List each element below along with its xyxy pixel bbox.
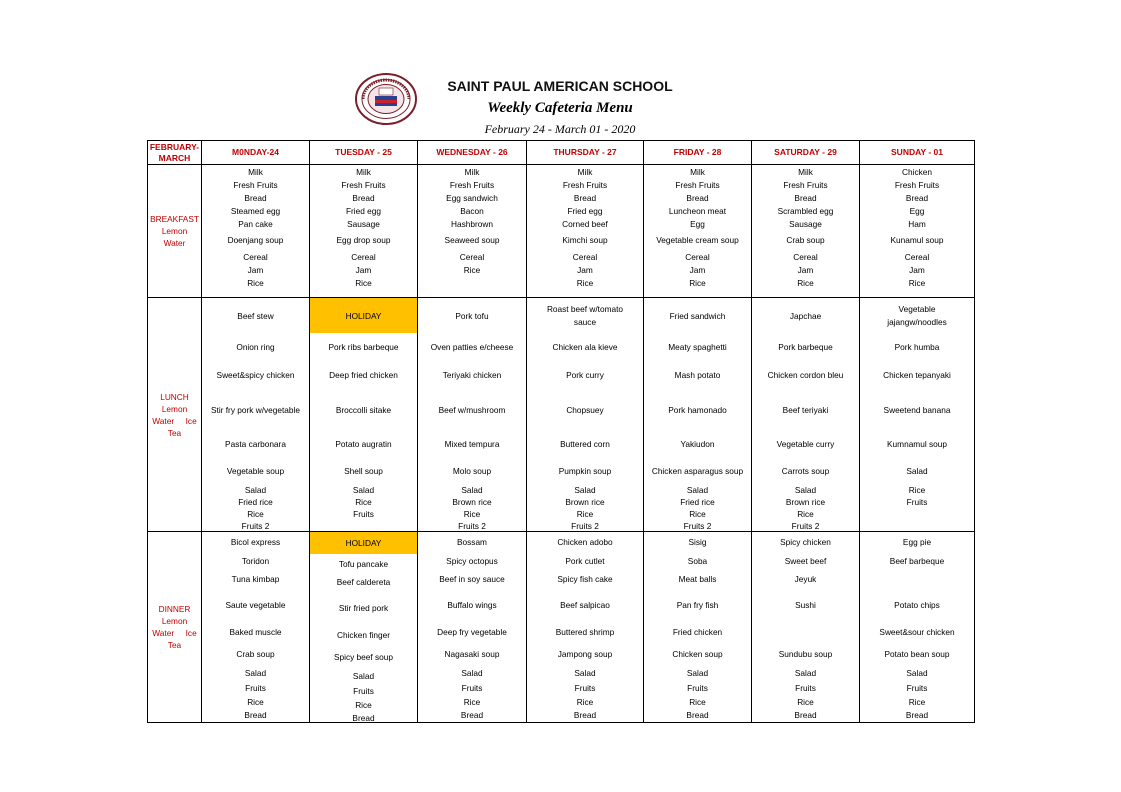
menu-item: Fruits xyxy=(795,682,816,693)
menu-item: Cereal xyxy=(243,251,268,262)
menu-item: Fried sandwich xyxy=(669,310,726,321)
menu-item: Broccolli sitake xyxy=(335,404,392,415)
menu-item: Bossam xyxy=(457,536,487,547)
menu-item: Rice xyxy=(355,497,372,507)
menu-item: Vegetable curry xyxy=(776,439,835,449)
menu-item: Fresh Fruits xyxy=(675,179,720,190)
menu-item: Rice xyxy=(797,696,814,707)
menu-item: Pasta carbonara xyxy=(225,439,286,449)
menu-title: Weekly Cafeteria Menu xyxy=(487,100,633,116)
menu-item: Fruits 2 xyxy=(683,521,712,531)
menu-item: Pan cake xyxy=(238,218,273,229)
menu-item: Brown rice xyxy=(565,497,605,507)
menu-item: Scrambled egg xyxy=(777,205,834,216)
menu-item: Egg sandwich xyxy=(446,192,498,203)
menu-item: Kimchi soup xyxy=(562,235,608,245)
cell-spacer xyxy=(860,289,974,297)
cell-spacer xyxy=(644,289,751,297)
menu-item: Crab soup xyxy=(236,648,275,659)
menu-item: Fresh Fruits xyxy=(449,179,495,190)
menu-item: Rice xyxy=(908,696,926,707)
cell-spacer xyxy=(418,289,526,297)
meal-name: BREAKFAST xyxy=(150,214,199,224)
corner-label-line: MARCH xyxy=(158,152,191,163)
menu-item: Fruits xyxy=(461,682,483,693)
menu-item: Mash potato xyxy=(674,370,721,380)
menu-item: Salad xyxy=(352,670,375,681)
menu-cell xyxy=(752,298,860,532)
menu-item: Milk xyxy=(356,166,371,177)
menu-item: Bread xyxy=(352,712,375,723)
menu-item: Pork humba xyxy=(894,342,940,352)
menu-cell xyxy=(527,298,644,532)
menu-item: Milk xyxy=(248,166,263,177)
menu-item: Bread xyxy=(573,192,597,203)
meal-drink: Water Ice xyxy=(152,415,197,426)
menu-item: Pork hamonado xyxy=(668,404,727,415)
menu-item: Beef salpicao xyxy=(560,599,610,610)
cell-spacer xyxy=(527,289,643,297)
menu-item: Fresh Fruits xyxy=(562,179,608,190)
menu-item: Bread xyxy=(794,192,817,203)
menu-item: Chicken ala kieve xyxy=(552,342,618,352)
menu-item: Pan fry fish xyxy=(676,599,719,610)
corner-label xyxy=(148,141,202,165)
menu-cell xyxy=(202,532,310,723)
menu-item: Baked muscle xyxy=(229,626,282,637)
menu-item: Spicy fish cake xyxy=(557,574,613,584)
menu-dates: February 24 - March 01 - 2020 xyxy=(484,122,636,136)
menu-item: Fruits xyxy=(687,682,708,693)
menu-item: Salad xyxy=(461,667,483,678)
menu-cell xyxy=(644,298,752,532)
day-header: TUESDAY - 25 xyxy=(310,141,418,165)
menu-item: Milk xyxy=(577,166,593,177)
menu-item: Cereal xyxy=(351,251,376,262)
menu-cell xyxy=(202,165,310,298)
menu-item: Salad xyxy=(574,485,596,495)
menu-item: Steamed egg xyxy=(230,205,281,216)
menu-item: Salad xyxy=(244,485,267,495)
menu-cell xyxy=(860,298,975,532)
menu-item: Fresh Fruits xyxy=(894,179,940,190)
menu-item: Jam xyxy=(689,264,706,275)
menu-item: Fruits 2 xyxy=(241,521,270,531)
menu-item: Bread xyxy=(352,192,375,203)
menu-item: Fruits xyxy=(245,682,266,693)
menu-cell xyxy=(644,532,752,723)
menu-item: Rice xyxy=(355,277,372,288)
menu-item: Salad xyxy=(794,485,817,495)
menu-item: Salad xyxy=(352,485,375,495)
menu-item: Rice xyxy=(576,277,594,288)
menu-item: Potato bean soup xyxy=(884,648,950,659)
menu-item: Spicy chicken xyxy=(780,536,831,547)
meal-row-lunch xyxy=(148,298,975,532)
menu-item: Fried egg xyxy=(567,205,603,216)
menu-item: Spicy beef soup xyxy=(333,651,394,662)
menu-item: Rice xyxy=(463,264,481,275)
menu-item xyxy=(752,621,859,642)
menu-item: Rice xyxy=(247,696,264,707)
menu-item: Jam xyxy=(577,264,593,275)
menu-item: Egg xyxy=(909,205,925,216)
menu-item: Rice xyxy=(689,277,706,288)
menu-item: Roast beef w/tomato sauce xyxy=(546,303,624,327)
menu-item: Jam xyxy=(247,264,264,275)
menu-cell xyxy=(527,165,644,298)
menu-cell xyxy=(310,298,418,532)
menu-item: Jam xyxy=(909,264,925,275)
cell-spacer xyxy=(202,289,309,297)
menu-item: Fruits xyxy=(574,682,596,693)
menu-item: Meaty spaghetti xyxy=(668,342,727,352)
menu-item: Beef barbeque xyxy=(889,555,945,566)
menu-item: Rice xyxy=(576,509,594,519)
menu-item: Cereal xyxy=(793,251,818,262)
menu-item: Fresh Fruits xyxy=(341,179,386,190)
menu-item: Beef stew xyxy=(237,310,274,321)
menu-item: Buttered shrimp xyxy=(555,626,615,637)
menu-item: Buffalo wings xyxy=(447,599,497,610)
menu-item: Bread xyxy=(686,192,709,203)
menu-item: Sweet beef xyxy=(784,555,827,566)
meal-drink: Tea xyxy=(167,640,182,650)
meal-drink: Water xyxy=(163,238,186,248)
menu-item: Sundubu soup xyxy=(778,648,833,659)
menu-cell xyxy=(860,532,975,723)
menu-item: Bread xyxy=(460,709,484,720)
menu-item: Oven patties e/cheese xyxy=(430,342,514,352)
menu-item: Soba xyxy=(687,555,708,566)
holiday-badge: HOLIDAY xyxy=(310,532,417,554)
menu-item: Rice xyxy=(355,699,372,710)
menu-item: Rice xyxy=(247,509,264,519)
menu-item: Salad xyxy=(794,667,817,678)
meal-name: LUNCH xyxy=(160,391,189,402)
menu-item: Salad xyxy=(461,485,483,495)
menu-item: Salad xyxy=(574,667,596,678)
menu-item: Chicken cordon bleu xyxy=(767,370,844,380)
menu-table xyxy=(147,140,975,723)
meal-label xyxy=(148,532,202,723)
menu-item: Rice xyxy=(908,277,926,288)
menu-item: Nagasaki soup xyxy=(444,648,500,659)
menu-cell xyxy=(418,298,527,532)
menu-item: Carrots soup xyxy=(781,466,830,476)
menu-item: Fried rice xyxy=(680,497,715,507)
menu-item: Brown rice xyxy=(785,497,826,507)
menu-item: Vegetable cream soup xyxy=(656,235,739,245)
menu-item: Potato augratin xyxy=(335,439,392,449)
menu-item: Pork tofu xyxy=(455,310,489,321)
menu-item xyxy=(860,508,974,520)
meal-row-dinner xyxy=(148,532,975,723)
menu-item: Salad xyxy=(686,485,709,495)
menu-item: Beef caldereta xyxy=(336,577,391,587)
menu-item: Fruits 2 xyxy=(571,521,599,531)
menu-item: Chicken adobo xyxy=(557,536,613,547)
cell-spacer xyxy=(860,721,974,722)
menu-item: Stir fried pork xyxy=(338,602,389,613)
menu-item: Toridon xyxy=(241,555,270,566)
menu-item: Fruits 2 xyxy=(458,521,486,531)
menu-item: Fruits xyxy=(353,509,374,519)
menu-item: Cereal xyxy=(459,251,485,262)
menu-item: Vegetable jajangw/noodles xyxy=(887,303,947,327)
menu-item: Chicken soup xyxy=(672,648,723,659)
menu-item: Fried egg xyxy=(345,205,382,216)
menu-item: Sausage xyxy=(347,218,380,229)
menu-item: Bread xyxy=(244,192,267,203)
meal-label xyxy=(148,298,202,532)
menu-item: Bread xyxy=(794,709,817,720)
meal-label xyxy=(148,165,202,298)
menu-item: Brown rice xyxy=(452,497,492,507)
cell-spacer xyxy=(310,289,417,297)
day-header: THURSDAY - 27 xyxy=(527,141,644,165)
menu-item: Kunamul soup xyxy=(890,235,944,245)
menu-item: Sweetend banana xyxy=(883,404,951,415)
menu-item: Bacon xyxy=(460,205,484,216)
menu-item: Jam xyxy=(355,264,372,275)
menu-item: Cereal xyxy=(904,251,930,262)
menu-cell xyxy=(644,165,752,298)
menu-cell xyxy=(752,165,860,298)
menu-cell xyxy=(310,532,418,723)
menu-item: Pork curry xyxy=(566,370,604,380)
school-logo xyxy=(355,73,417,125)
menu-item: Salad xyxy=(244,667,267,678)
menu-item: Chicken tepanyaki xyxy=(883,370,951,380)
menu-item: Luncheon meat xyxy=(668,205,727,216)
menu-item xyxy=(860,520,974,532)
menu-item: Pork cutlet xyxy=(565,555,605,566)
menu-item: Jeyuk xyxy=(794,574,817,584)
cell-spacer xyxy=(752,289,859,297)
menu-item: Teriyaki chicken xyxy=(442,370,502,380)
cell-spacer xyxy=(202,721,309,722)
menu-item: Rice xyxy=(689,509,706,519)
menu-item: Rice xyxy=(797,277,814,288)
menu-item: Bread xyxy=(573,709,597,720)
menu-item xyxy=(310,520,417,532)
menu-cell xyxy=(527,532,644,723)
cell-spacer xyxy=(527,721,643,722)
day-header: FRIDAY - 28 xyxy=(644,141,752,165)
menu-item: Egg xyxy=(690,218,705,229)
menu-item: Ham xyxy=(908,218,926,229)
menu-cell xyxy=(752,532,860,723)
cell-spacer xyxy=(752,721,859,722)
menu-item: Sweet&sour chicken xyxy=(879,626,955,637)
cell-spacer xyxy=(418,721,526,722)
menu-item: Fresh Fruits xyxy=(783,179,828,190)
menu-item: Fried rice xyxy=(238,497,273,507)
meal-drink: Lemon xyxy=(161,403,188,414)
menu-item: Egg drop soup xyxy=(336,235,391,245)
menu-item: Tuna kimbap xyxy=(231,574,280,584)
menu-item: Beef teriyaki xyxy=(782,404,829,415)
menu-item: Fried chicken xyxy=(672,626,723,637)
day-header: WEDNESDAY - 26 xyxy=(418,141,527,165)
corner-label-line: FEBRUARY- xyxy=(149,141,200,152)
menu-item: Crab soup xyxy=(786,235,825,245)
menu-item: Saute vegetable xyxy=(225,599,286,610)
menu-item: Fruits xyxy=(906,497,928,507)
menu-item: Mixed tempura xyxy=(444,439,500,449)
menu-item: Salad xyxy=(906,466,928,476)
menu-item: Egg pie xyxy=(902,536,932,547)
menu-item: Sushi xyxy=(795,599,816,610)
menu-item: Cereal xyxy=(685,251,710,262)
menu-item: Meat balls xyxy=(678,574,717,584)
menu-cell xyxy=(418,532,527,723)
menu-item: Bread xyxy=(244,709,267,720)
menu-item: Vegetable soup xyxy=(226,466,285,476)
cell-spacer xyxy=(644,721,751,722)
menu-item: Beef in soy sauce xyxy=(439,574,505,584)
menu-item: Yakiudon xyxy=(680,439,715,449)
menu-item: Stir fry pork w/vegetable xyxy=(211,404,300,415)
menu-cell xyxy=(310,165,418,298)
menu-item: Shell soup xyxy=(344,466,383,476)
menu-item: Fresh Fruits xyxy=(233,179,278,190)
menu-item xyxy=(418,276,526,289)
menu-item: Potato chips xyxy=(894,599,940,610)
menu-cell xyxy=(202,298,310,532)
menu-item: Japchae xyxy=(789,310,822,321)
menu-item: Onion ring xyxy=(236,342,275,352)
menu-item xyxy=(860,570,974,588)
day-header: SATURDAY - 29 xyxy=(752,141,860,165)
menu-item: Fruits 2 xyxy=(791,521,820,531)
menu-item: Doenjang soup xyxy=(227,235,284,245)
menu-item: Beef w/mushroom xyxy=(438,404,506,415)
menu-item: Salad xyxy=(686,667,709,678)
meal-name: DINNER xyxy=(158,604,191,614)
menu-item: Fruits xyxy=(353,685,374,696)
holiday-badge: HOLIDAY xyxy=(310,298,417,333)
menu-item: Hashbrown xyxy=(451,218,493,229)
day-header: SUNDAY - 01 xyxy=(860,141,975,165)
menu-cell xyxy=(418,165,527,298)
menu-item: Salad xyxy=(906,667,928,678)
menu-item: Rice xyxy=(908,485,926,495)
school-name: SAINT PAUL AMERICAN SCHOOL xyxy=(447,78,673,94)
menu-item: Milk xyxy=(798,166,813,177)
day-header: M0NDAY-24 xyxy=(202,141,310,165)
menu-item: Rice xyxy=(463,509,481,519)
menu-cell xyxy=(860,165,975,298)
menu-item: Milk xyxy=(690,166,705,177)
menu-item: Bread xyxy=(686,709,709,720)
menu-item: Kumnamul soup xyxy=(887,439,947,449)
meal-row-breakfast xyxy=(148,165,975,298)
menu-item: Milk xyxy=(464,166,480,177)
menu-item: Jam xyxy=(797,264,814,275)
menu-item: Pork ribs barbeque xyxy=(328,342,399,352)
menu-item: Tofu pancake xyxy=(338,558,389,569)
menu-item: Chicken finger xyxy=(336,629,391,640)
meal-drink: Water Ice xyxy=(152,628,197,638)
menu-item: Buttered corn xyxy=(560,439,610,449)
menu-item: Jampong soup xyxy=(557,648,613,659)
menu-item: Deep fry vegetable xyxy=(437,626,507,637)
menu-item: Rice xyxy=(247,277,264,288)
menu-item: Chicken xyxy=(902,166,932,177)
menu-item: Rice xyxy=(463,696,481,707)
menu-item: Pumpkin soup xyxy=(558,466,612,476)
meal-drink: Lemon xyxy=(161,226,188,236)
menu-item: Rice xyxy=(797,509,814,519)
menu-item: Chopsuey xyxy=(566,404,604,415)
menu-item: Deep fried chicken xyxy=(329,370,398,380)
menu-item: Seaweed soup xyxy=(444,235,500,245)
menu-item: Sisig xyxy=(688,536,707,547)
meal-drink: Lemon xyxy=(161,616,188,626)
menu-item: Bread xyxy=(905,709,929,720)
menu-item: Corned beef xyxy=(562,218,608,229)
menu-item: Fruits xyxy=(906,682,928,693)
menu-item: Chicken asparagus soup xyxy=(651,466,744,476)
menu-item: Sweet&spicy chicken xyxy=(216,370,295,380)
meal-drink: Tea xyxy=(167,427,182,438)
header-row xyxy=(148,141,975,165)
menu-item: Sausage xyxy=(789,218,822,229)
menu-item: Bread xyxy=(905,192,929,203)
menu-item: Molo soup xyxy=(452,466,492,476)
menu-item: Cereal xyxy=(572,251,598,262)
menu-item: Spicy octopus xyxy=(446,555,498,566)
menu-item: Rice xyxy=(689,696,706,707)
menu-item: Pork barbeque xyxy=(778,342,833,352)
menu-item: Rice xyxy=(576,696,594,707)
menu-item: Bicol express xyxy=(230,536,281,547)
